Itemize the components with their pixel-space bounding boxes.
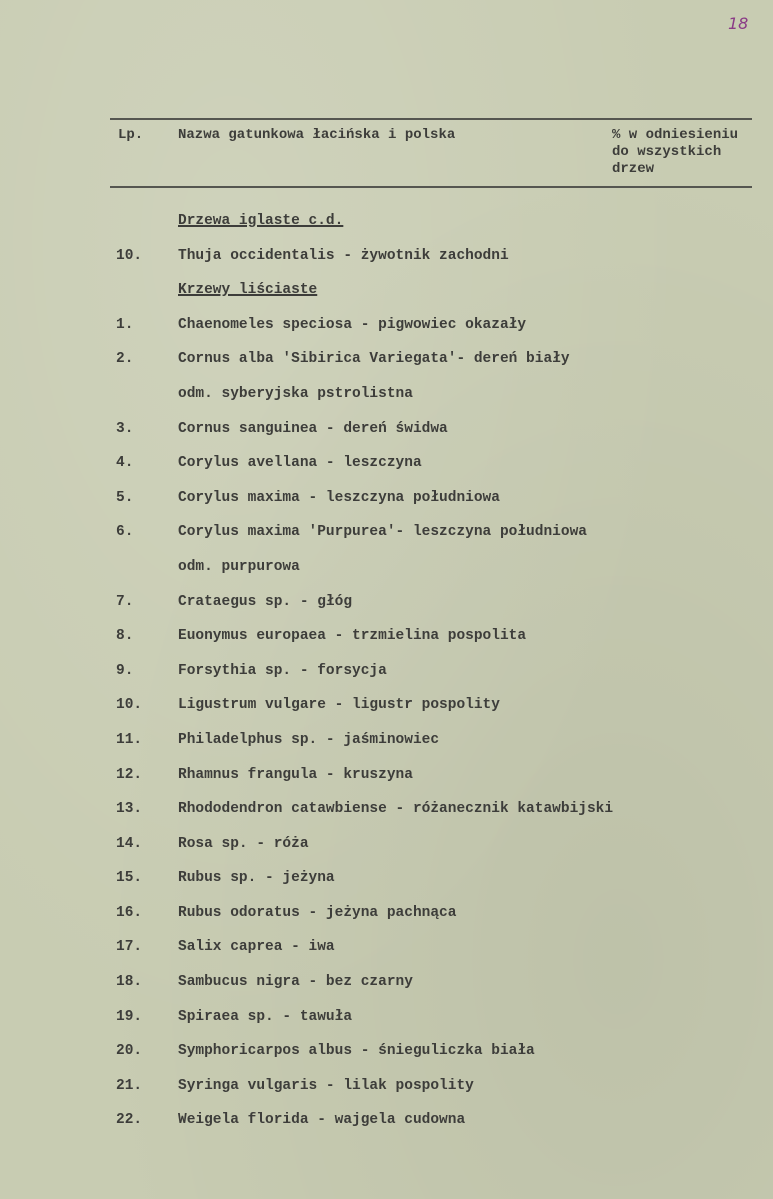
species-name: Rosa sp. - róża: [178, 835, 309, 852]
species-name: Corylus maxima - leszczyna południowa: [178, 489, 500, 506]
list-item: [0, 378, 773, 413]
list-item: [0, 309, 773, 344]
species-name: Corylus maxima 'Purpurea'- leszczyna południowa: [178, 524, 587, 541]
item-number: 8.: [116, 628, 134, 645]
species-name: Thuja occidentalis - żywotnik zachodni: [178, 247, 509, 264]
list-item: [0, 689, 773, 724]
item-number: 21.: [116, 1077, 143, 1094]
list-item: [0, 793, 773, 828]
column-header-percent-line: % w odniesieniu: [612, 127, 739, 143]
species-name: Cornus alba 'Sibirica Variegata'- dereń biały: [178, 351, 570, 368]
list-item: [0, 966, 773, 1001]
column-header-lp: Lp.: [118, 127, 144, 143]
list-item: [0, 551, 773, 586]
item-number: 10.: [116, 247, 143, 264]
species-name: odm. syberyjska pstrolistna: [178, 385, 413, 402]
list-item: [0, 1104, 773, 1139]
species-name: Weigela florida - wajgela cudowna: [178, 1112, 466, 1129]
header-bottom-rule: [110, 186, 752, 188]
list-item: [0, 1070, 773, 1105]
species-name: Symphoricarpos albus - śnieguliczka biała: [178, 1043, 535, 1060]
section-title: Krzewy liściaste: [178, 282, 318, 299]
item-number: 3.: [116, 420, 134, 437]
column-header-name: Nazwa gatunkowa łacińska i polska: [178, 127, 456, 143]
species-name: Cornus sanguinea - dereń świdwa: [178, 420, 448, 437]
item-number: 18.: [116, 974, 143, 991]
species-name: Chaenomeles speciosa - pigwowiec okazały: [178, 316, 527, 333]
species-list: [0, 205, 773, 1139]
item-number: 2.: [116, 351, 134, 368]
list-item: [0, 1035, 773, 1070]
list-item: [0, 1001, 773, 1036]
list-item: [0, 931, 773, 966]
page-number: 18: [728, 14, 749, 33]
column-header-percent: [612, 127, 738, 178]
list-item: [0, 862, 773, 897]
header-top-rule: [110, 118, 752, 120]
list-item: [0, 240, 773, 275]
item-number: 4.: [116, 455, 134, 472]
species-name: Philadelphus sp. - jaśminowiec: [178, 731, 440, 748]
item-number: 5.: [116, 489, 134, 506]
species-name: Spiraea sp. - tawuła: [178, 1008, 353, 1025]
species-name: Forsythia sp. - forsycja: [178, 662, 387, 679]
column-header-percent-line: do wszystkich: [612, 144, 722, 160]
species-name: odm. purpurowa: [178, 558, 300, 575]
list-item: [0, 620, 773, 655]
species-name: Salix caprea - iwa: [178, 939, 335, 956]
item-number: 14.: [116, 835, 143, 852]
item-number: 20.: [116, 1043, 143, 1060]
species-name: Crataegus sp. - głóg: [178, 593, 353, 610]
list-item: [0, 828, 773, 863]
item-number: 16.: [116, 904, 143, 921]
list-item: [0, 724, 773, 759]
species-name: Syringa vulgaris - lilak pospolity: [178, 1077, 474, 1094]
item-number: 17.: [116, 939, 143, 956]
list-item: [0, 759, 773, 794]
item-number: 1.: [116, 316, 134, 333]
list-item: [0, 516, 773, 551]
species-name: Rubus odoratus - jeżyna pachnąca: [178, 904, 457, 921]
item-number: 15.: [116, 870, 143, 887]
section-heading: [0, 274, 773, 309]
species-name: Rhamnus frangula - kruszyna: [178, 766, 413, 783]
item-number: 6.: [116, 524, 134, 541]
item-number: 7.: [116, 593, 134, 610]
item-number: 10.: [116, 697, 143, 714]
list-item: [0, 586, 773, 621]
species-name: Sambucus nigra - bez czarny: [178, 974, 413, 991]
species-name: Rubus sp. - jeżyna: [178, 870, 335, 887]
list-item: [0, 655, 773, 690]
list-item: [0, 343, 773, 378]
species-name: Euonymus europaea - trzmielina pospolita: [178, 628, 527, 645]
item-number: 22.: [116, 1112, 143, 1129]
list-item: [0, 413, 773, 448]
list-item: [0, 482, 773, 517]
species-name: Ligustrum vulgare - ligustr pospolity: [178, 697, 500, 714]
species-name: Rhododendron catawbiense - różanecznik katawbijski: [178, 801, 614, 818]
list-item: [0, 447, 773, 482]
item-number: 19.: [116, 1008, 143, 1025]
item-number: 13.: [116, 801, 143, 818]
list-item: [0, 897, 773, 932]
species-name: Corylus avellana - leszczyna: [178, 455, 422, 472]
column-header-percent-line: drzew: [612, 161, 655, 177]
section-heading: [0, 205, 773, 240]
item-number: 9.: [116, 662, 134, 679]
item-number: 11.: [116, 731, 143, 748]
section-title: Drzewa iglaste c.d.: [178, 213, 344, 229]
item-number: 12.: [116, 766, 143, 783]
